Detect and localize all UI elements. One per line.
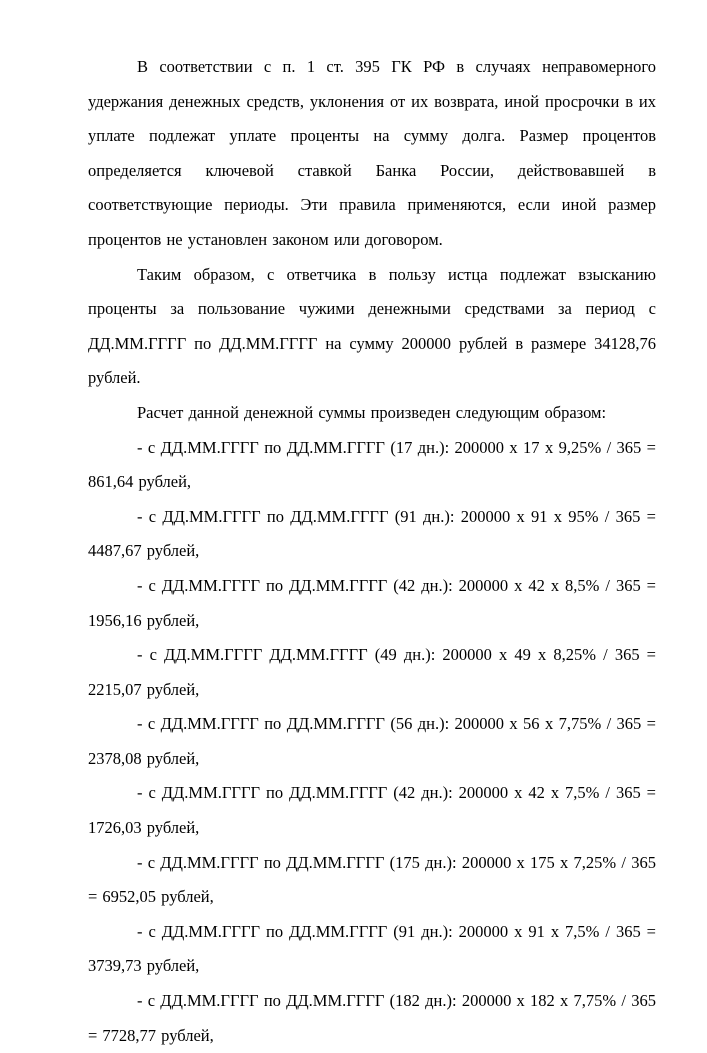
calc-item-7: - с ДД.ММ.ГГГГ по ДД.ММ.ГГГГ (175 дн.): 200000 х 175 х 7,25% / 365 = 6952,05 рублей, [88,852,656,907]
calc-item-9: - с ДД.ММ.ГГГГ по ДД.ММ.ГГГГ (182 дн.): 200000 х 182 х 7,75% / 365 = 7728,77 рублей, [88,991,656,1045]
paragraph-legal-basis: В соответствии с п. 1 ст. 395 ГК РФ в случаях неправомерного удержания денежных средств, уклонения от их возврата, иной просрочки в их уплате подлежат уплате проценты на сумму долга. Размер процентов определяется ключевой ставкой Банка России, действовавшей в соответствующие периоды. Эти правила применяются, если иной размер процентов не установлен законом или договором. [88,57,656,249]
calc-item-5: - с ДД.ММ.ГГГГ по ДД.ММ.ГГГГ (56 дн.): 200000 х 56 х 7,75% / 365 = 2378,08 рублей, [88,714,656,768]
paragraph-calc-intro: Расчет данной денежной суммы произведен следующим образом: [137,402,607,422]
calc-item-2: - с ДД.ММ.ГГГГ по ДД.ММ.ГГГГ (91 дн.): 200000 х 91 х 95% / 365 = 4487,67 рублей, [88,506,656,561]
calc-item-3: - с ДД.ММ.ГГГГ по ДД.ММ.ГГГГ (42 дн.): 200000 х 42 х 8,5% / 365 = 1956,16 рублей, [88,575,656,630]
calc-item-4: - с ДД.ММ.ГГГГ ДД.ММ.ГГГГ (49 дн.): 200000 х 49 х 8,25% / 365 = 2215,07 рублей, [88,645,656,699]
paragraph-conclusion: Таким образом, с ответчика в пользу истца подлежат взысканию проценты за пользование чужими денежными средствами за период с ДД.ММ.ГГГГ по ДД.ММ.ГГГГ на сумму 200000 рублей в размере 34128,76 рублей. [88,264,656,388]
calc-item-1: - с ДД.ММ.ГГГГ по ДД.ММ.ГГГГ (17 дн.): 200000 х 17 х 9,25% / 365 = 861,64 рублей, [88,437,656,492]
calc-item-8: - с ДД.ММ.ГГГГ по ДД.ММ.ГГГГ (91 дн.): 200000 х 91 х 7,5% / 365 = 3739,73 рублей, [88,921,656,976]
calc-item-6: - с ДД.ММ.ГГГГ по ДД.ММ.ГГГГ (42 дн.): 200000 х 42 х 7,5% / 365 = 1726,03 рублей, [88,783,656,838]
